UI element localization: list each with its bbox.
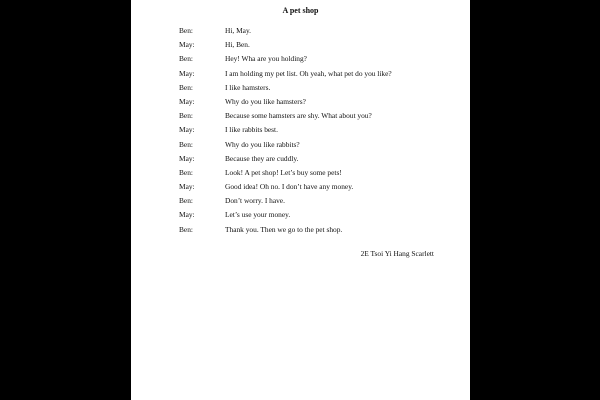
dialogue-line <box>179 196 459 210</box>
dialogue-line <box>179 210 459 224</box>
speaker-label: Ben: <box>179 54 193 64</box>
speech-text: Hi, May. <box>225 26 252 35</box>
speech-text: Thank you. Then we go to the pet shop. <box>225 224 343 234</box>
speaker-label: Ben: <box>179 139 193 149</box>
speech-text: Because some hamsters are shy. What about you? <box>225 111 372 121</box>
speaker-label: Ben: <box>179 224 193 234</box>
dialogue-line <box>179 83 459 97</box>
dialogue-line <box>179 26 459 40</box>
speech-text: Good idea! Oh no. I don’t have any money. <box>225 182 354 192</box>
speech-text: Why do you like hamsters? <box>225 96 306 106</box>
speaker-label: May: <box>179 182 195 192</box>
author-signature: 2E Tsoi Yi Hang Scarlett <box>360 249 434 258</box>
speech-text: Let’s use your money. <box>225 210 291 220</box>
speaker-label: May: <box>179 153 195 163</box>
speech-text: Don’t worry. I have. <box>225 196 285 206</box>
speech-text: Look! A pet shop! Let’s buy some pets! <box>225 167 342 177</box>
speaker-label: Ben: <box>179 111 193 121</box>
speaker-label: Ben: <box>179 167 193 177</box>
dialogue-line <box>179 40 459 54</box>
document-page <box>131 0 470 400</box>
speaker-label: Ben: <box>179 26 193 35</box>
dialogue-line <box>179 125 459 139</box>
dialogue-line <box>179 54 459 68</box>
speech-text: Hey! Wha are you holding? <box>225 54 307 64</box>
dialogue-list <box>179 26 459 239</box>
dialogue-line <box>179 154 459 168</box>
dialogue-line <box>179 69 459 83</box>
speech-text: I am holding my pet list. Oh yeah, what pet do you like? <box>225 68 392 78</box>
speech-text: I like rabbits best. <box>225 125 278 135</box>
speech-text: Hi, Ben. <box>225 40 250 50</box>
dialogue-line <box>179 168 459 182</box>
speaker-label: May: <box>179 68 195 78</box>
dialogue-line <box>179 225 459 239</box>
speaker-label: Ben: <box>179 82 193 92</box>
dialogue-line <box>179 97 459 111</box>
document-title: A pet shop <box>282 6 319 15</box>
dialogue-line <box>179 111 459 125</box>
speech-text: Why do you like rabbits? <box>225 139 300 149</box>
dialogue-line <box>179 182 459 196</box>
speaker-label: May: <box>179 96 195 106</box>
dialogue-line <box>179 140 459 154</box>
speech-text: Because they are cuddly. <box>225 153 299 163</box>
speech-text: I like hamsters. <box>225 82 271 92</box>
speaker-label: May: <box>179 210 195 220</box>
speaker-label: Ben: <box>179 196 193 206</box>
speaker-label: May: <box>179 40 195 50</box>
speaker-label: May: <box>179 125 195 135</box>
